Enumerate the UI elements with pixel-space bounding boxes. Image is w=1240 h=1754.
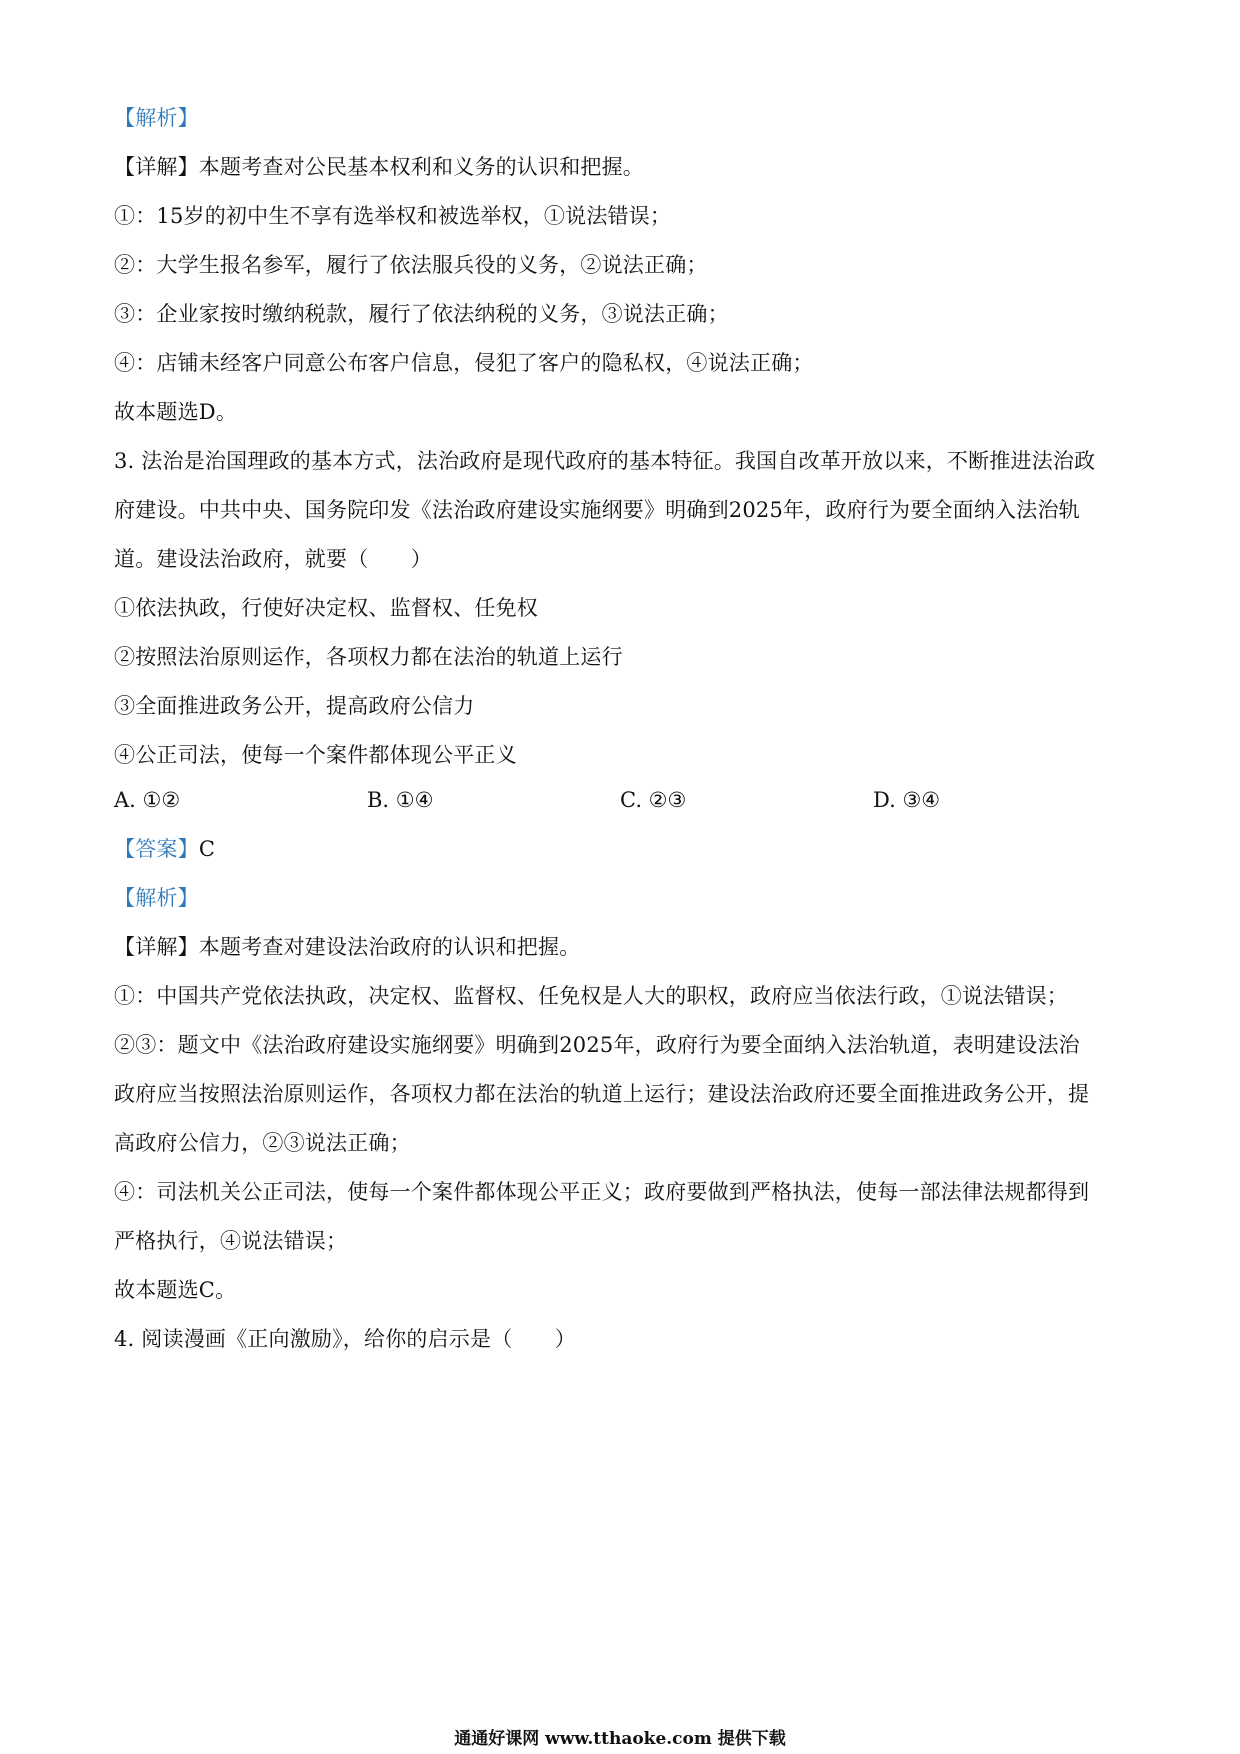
detail-heading: 【详解】本题考查对建设法治政府的认识和把握。 (114, 935, 581, 959)
explanation-line: ②：大学生报名参军，履行了依法服兵役的义务，②说法正确； (114, 253, 708, 277)
statement-item: ①依法执政，行使好决定权、监督权、任免权 (114, 596, 538, 620)
conclusion: 故本题选D。 (114, 400, 238, 424)
explanation-line: ④：店铺未经客户同意公布客户信息，侵犯了客户的隐私权，④说法正确； (114, 351, 814, 375)
explanation-line: ②③：题文中《法治政府建设实施纲要》明确到2025年，政府行为要全面纳入法治轨道，表明建设法治 (114, 1033, 1080, 1057)
statement-item: ②按照法治原则运作，各项权力都在法治的轨道上运行 (114, 645, 623, 669)
answer-options (114, 786, 1014, 814)
question-stem-line: 道。建设法治政府，就要（ ） (114, 547, 432, 571)
option-d: D. ③④ (873, 788, 941, 812)
explanation-line: 政府应当按照法治原则运作，各项权力都在法治的轨道上运行；建设法治政府还要全面推进政务公开，提 (114, 1082, 1090, 1106)
statement-item: ④公正司法，使每一个案件都体现公平正义 (114, 743, 517, 767)
question-stem-line: 3. 法治是治国理政的基本方式，法治政府是现代政府的基本特征。我国自改革开放以来，不断推进法治政 (114, 449, 1096, 473)
analysis-label: 【解析】 (114, 106, 199, 130)
answer-line (114, 835, 215, 863)
option-a: A. ①② (114, 788, 181, 812)
conclusion: 故本题选C。 (114, 1278, 237, 1302)
detail-heading: 【详解】本题考查对公民基本权利和义务的认识和把握。 (114, 155, 644, 179)
option-c: C. ②③ (620, 788, 687, 812)
option-b: B. ①④ (367, 788, 434, 812)
explanation-line: 严格执行，④说法错误； (114, 1229, 348, 1253)
answer-label: 【答案】 (114, 837, 199, 861)
page-footer: 通通好课网 www.tthaoke.com 提供下载 (454, 1729, 786, 1749)
explanation-line: ①：中国共产党依法执政，决定权、监督权、任免权是人大的职权，政府应当依法行政，①说法错误； (114, 984, 1068, 1008)
analysis-label: 【解析】 (114, 886, 199, 910)
statement-item: ③全面推进政务公开，提高政府公信力 (114, 694, 475, 718)
explanation-line: ①：15岁的初中生不享有选举权和被选举权，①说法错误； (114, 204, 672, 228)
explanation-line: 高政府公信力，②③说法正确； (114, 1131, 411, 1155)
answer-value: C (198, 837, 216, 861)
question-stem-line: 4. 阅读漫画《正向激励》，给你的启示是（ ） (114, 1327, 577, 1351)
question-stem-line: 府建设。中共中央、国务院印发《法治政府建设实施纲要》明确到2025年，政府行为要全面纳入法治轨 (114, 498, 1080, 522)
explanation-line: ④：司法机关公正司法，使每一个案件都体现公平正义；政府要做到严格执法，使每一部法律法规都得到 (114, 1180, 1090, 1204)
explanation-line: ③：企业家按时缴纳税款，履行了依法纳税的义务，③说法正确； (114, 302, 729, 326)
